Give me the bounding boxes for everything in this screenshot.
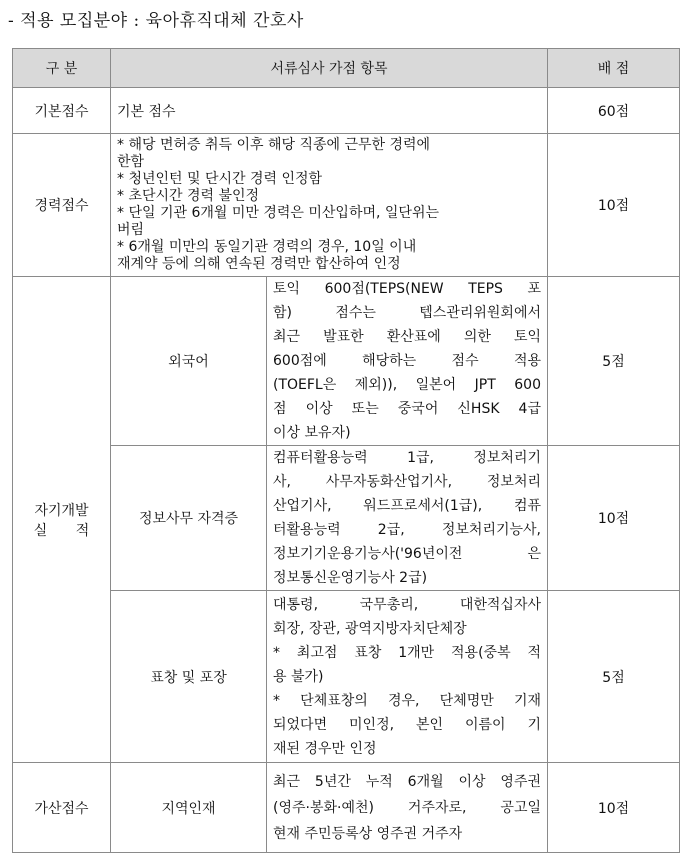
award-line: 재된 경우만 인정	[273, 740, 377, 757]
header-row	[13, 49, 680, 88]
award-line: * 최고점 표창 1개만 적용(중복 적	[273, 644, 541, 661]
award-line: 회장, 장관, 광역지방자치단체장	[273, 620, 467, 637]
language-line: (TOEFL은 제외)), 일본어 JPT 600	[273, 377, 541, 393]
row-career	[13, 134, 680, 277]
award-name: 표창 및 포장	[111, 591, 267, 763]
header-category: 구 분	[13, 49, 111, 88]
award-line: * 단체표창의 경우, 단체명만 기재	[273, 692, 541, 709]
language-line: 함) 점수는 텝스관리위원회에서	[273, 305, 541, 321]
career-line: * 6개월 미만의 동일기관 경력의 경우, 10일 이내	[117, 239, 417, 255]
selfdev-category	[13, 277, 111, 763]
bonus-items	[267, 763, 548, 853]
language-line: 최근 발표한 환산표에 의한 토익	[273, 329, 541, 345]
career-score: 10점	[548, 134, 680, 277]
score-table	[12, 48, 680, 853]
award-score: 5점	[548, 591, 680, 763]
selfdev-category-line2: 실 적	[33, 522, 90, 539]
career-line: * 청년인턴 및 단시간 경력 인정함	[117, 171, 323, 187]
it-cert-score: 10점	[548, 446, 680, 591]
award-line: 대통령, 국무총리, 대한적십자사	[273, 596, 541, 613]
it-cert-items	[267, 446, 548, 591]
career-line: * 초단시간 경력 불인정	[117, 188, 260, 204]
page-title: - 적용 모집분야 : 육아휴직대체 간호사	[8, 11, 304, 31]
language-name: 외국어	[111, 277, 267, 446]
career-line: 재계약 등에 의해 연속된 경력만 합산하여 인정	[117, 256, 401, 272]
it-cert-line: 정보기기운용기능사('96년이전 은	[273, 546, 541, 562]
bonus-line: (영주·봉화·예천) 거주자로, 공고일	[273, 799, 541, 816]
it-cert-name: 정보사무 자격증	[111, 446, 267, 591]
language-line: 점 이상 또는 중국어 신HSK 4급	[273, 401, 541, 417]
basic-category: 기본점수	[13, 88, 111, 134]
it-cert-line: 터활용능력 2급, 정보처리기능사,	[273, 522, 541, 538]
career-items	[111, 134, 548, 277]
row-language	[13, 277, 680, 446]
award-line: 용 불가)	[273, 668, 324, 685]
career-line: * 해당 면허증 취득 이후 해당 직종에 근무한 경력에	[117, 137, 431, 153]
bonus-category: 가산점수	[13, 763, 111, 853]
language-line: 600점에 해당하는 점수 적용	[273, 353, 541, 369]
header-items: 서류심사 가점 항목	[111, 49, 548, 88]
career-line: 한함	[117, 154, 145, 170]
career-category: 경력점수	[13, 134, 111, 277]
it-cert-line: 산업기사, 워드프로세서(1급), 컴퓨	[273, 498, 541, 514]
language-items	[267, 277, 548, 446]
career-line: 버림	[117, 222, 145, 238]
bonus-score: 10점	[548, 763, 680, 853]
row-bonus	[13, 763, 680, 853]
row-basic	[13, 88, 680, 134]
header-score: 배 점	[548, 49, 680, 88]
award-line: 되었다면 미인정, 본인 이름이 기	[273, 716, 541, 733]
award-items	[267, 591, 548, 763]
it-cert-line: 컴퓨터활용능력 1급, 정보처리기	[273, 450, 541, 466]
it-cert-line: 사, 사무자동화산업기사, 정보처리	[273, 474, 541, 490]
row-it-cert	[13, 446, 680, 591]
row-award	[13, 591, 680, 763]
bonus-line: 현재 주민등록상 영주권 거주자	[273, 825, 463, 842]
basic-score: 60점	[548, 88, 680, 134]
selfdev-category-line1: 자기개발	[34, 502, 89, 519]
it-cert-line: 정보통신운영기능사 2급)	[273, 570, 428, 586]
language-line: 이상 보유자)	[273, 425, 351, 441]
language-line: 토익 600점(TEPS(NEW TEPS 포	[273, 281, 541, 297]
basic-item: 기본 점수	[111, 88, 548, 134]
career-line: * 단일 기관 6개월 미만 경력은 미산입하며, 일단위는	[117, 205, 439, 221]
bonus-line: 최근 5년간 누적 6개월 이상 영주권	[273, 773, 541, 790]
language-score: 5점	[548, 277, 680, 446]
bonus-name: 지역인재	[111, 763, 267, 853]
